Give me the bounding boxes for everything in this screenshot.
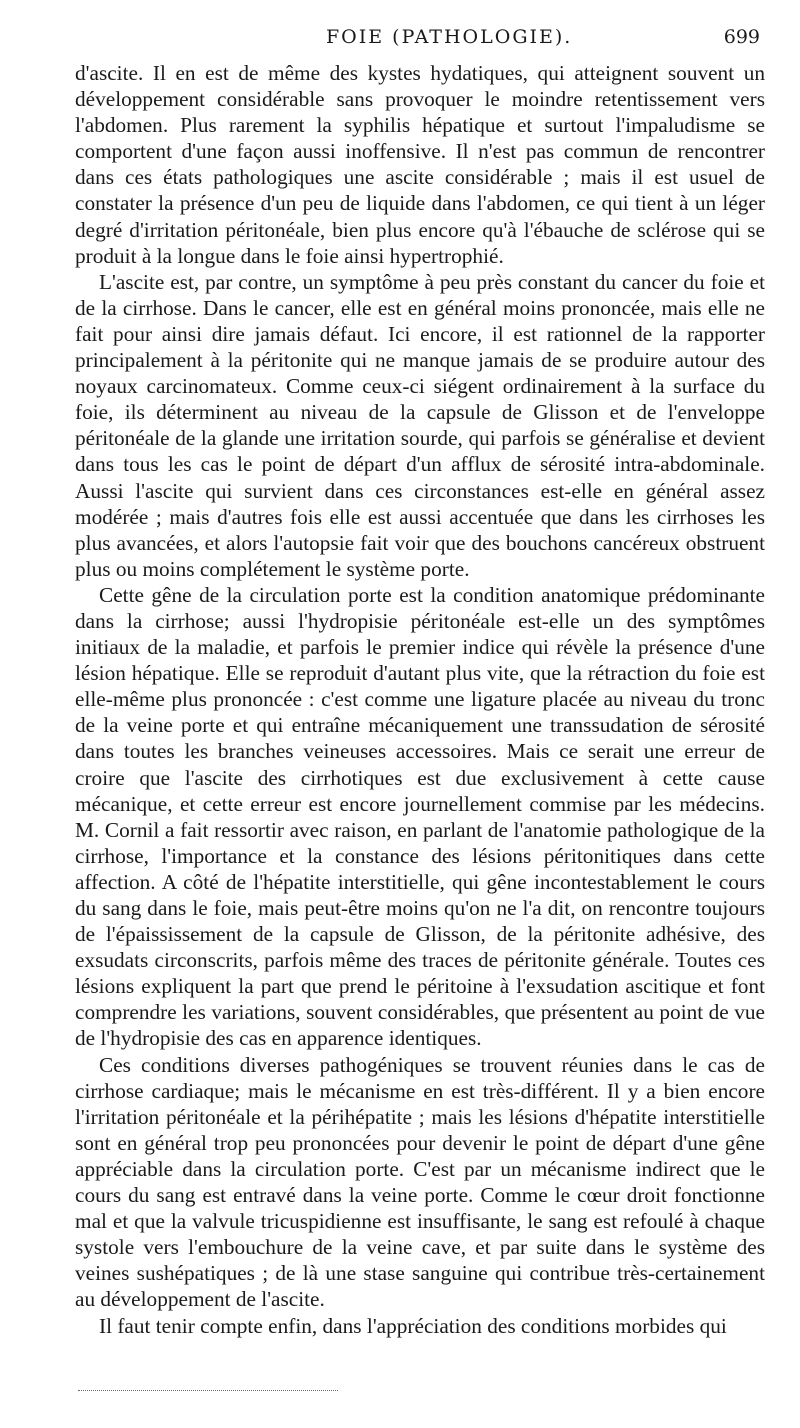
paragraph: Ces conditions diverses pathogéniques se trouvent réunies dans le cas de cirrhose cardiaque; mais le mécanisme en est très-différent. Il y a bien encore l'irritation péritonéale et la périhépatite ; mais les lésions d'hépatite interstitielle sont en général trop peu prononcées pour devenir le point de départ d'une gêne appréciable dans la circulation porte. C'est par un mécanisme indirect que le cours du sang est entravé dans la veine porte. Comme le cœur droit fonctionne mal et que la valvule tricuspidienne est insuffisante, le sang est refoulé à chaque systole vers l'embouchure de la veine cave, et par suite dans le système des veines sushépatiques ; de là une stase sanguine qui contribue très-certainement au développement de l'ascite. bbox=[75, 1052, 765, 1312]
body-text bbox=[75, 60, 765, 1339]
paragraph: Il faut tenir compte enfin, dans l'appréciation des conditions morbides qui bbox=[99, 1313, 727, 1338]
paragraph: L'ascite est, par contre, un symptôme à peu près constant du cancer du foie et de la cirrhose. Dans le cancer, elle est en général moins prononcée, mais elle ne fait pour ainsi dire jamais défaut. Ici encore, il est rationnel de la rapporter principalement à la péritonite qui ne manque jamais de se produire autour des noyaux carcinomateux. Comme ceux-ci siégent ordinairement à la surface du foie, ils déterminent au niveau de la capsule de Glisson et de l'enveloppe péritonéale de la glande une irritation sourde, qui parfois se généralise et devient dans tous les cas le point de départ d'un afflux de sérosité intra-abdominale. Aussi l'ascite qui survient dans ces circonstances est-elle en général assez modérée ; mais d'autres fois elle est aussi accentuée que dans les cirrhoses les plus avancées, et alors l'autopsie fait voir que des bouchons cancéreux obstruent plus ou moins complétement le système porte. bbox=[75, 269, 765, 581]
bottom-dotted-rule bbox=[78, 1390, 338, 1391]
paragraph: d'ascite. Il en est de même des kystes hydatiques, qui atteignent souvent un développement considérable sans provoquer le moindre retentissement vers l'abdomen. Plus rarement la syphilis hépatique et surtout l'impaludisme se comportent d'une façon aussi inoffensive. Il n'est pas commun de rencontrer dans ces états pathologiques une ascite considérable ; mais il est usuel de constater la présence d'un peu de liquide dans l'abdomen, ce qui tient à un léger degré d'irritation péritonéale, bien plus encore qu'à l'ébauche de sclérose qui se produit à la longue dans le foie ainsi hypertrophié. bbox=[75, 61, 765, 268]
running-title: FOIE (PATHOLOGIE). bbox=[326, 26, 573, 48]
running-head bbox=[0, 26, 800, 56]
paragraph: Cette gêne de la circulation porte est la condition anatomique prédominante dans la cirrhose; aussi l'hydropisie péritonéale est-elle un des symptômes initiaux de la maladie, et parfois le premier indice qui révèle la présence d'une lésion hépatique. Elle se reproduit d'autant plus vite, que la rétraction du foie est elle-même plus prononcée : c'est comme une ligature placée au niveau du tronc de la veine porte et qui entraîne mécaniquement une transsudation de sérosité dans toutes les branches veineuses accessoires. Mais ce serait une erreur de croire que l'ascite des cirrhotiques est due exclusivement à cette cause mécanique, et cette erreur est encore journellement commise par les médecins. M. Cornil a fait ressortir avec raison, en parlant de l'anatomie pathologique de la cirrhose, l'importance et la constance des lésions péritonitiques dans cette affection. A côté de l'hépatite interstitielle, qui gêne incontestablement le cours du sang dans le foie, mais peut-être moins qu'on ne l'a dit, on rencontre toujours de l'épaississement de la capsule de Glisson, de la péritonite adhésive, des exsudats circonscrits, parfois même des traces de péritonite générale. Toutes ces lésions expliquent la part que prend le péritoine à l'exsudation ascitique et font comprendre les variations, souvent considérables, que présentent au point de vue de l'hydropisie des cas en apparence identiques. bbox=[75, 582, 765, 1051]
page-number: 699 bbox=[723, 26, 760, 48]
